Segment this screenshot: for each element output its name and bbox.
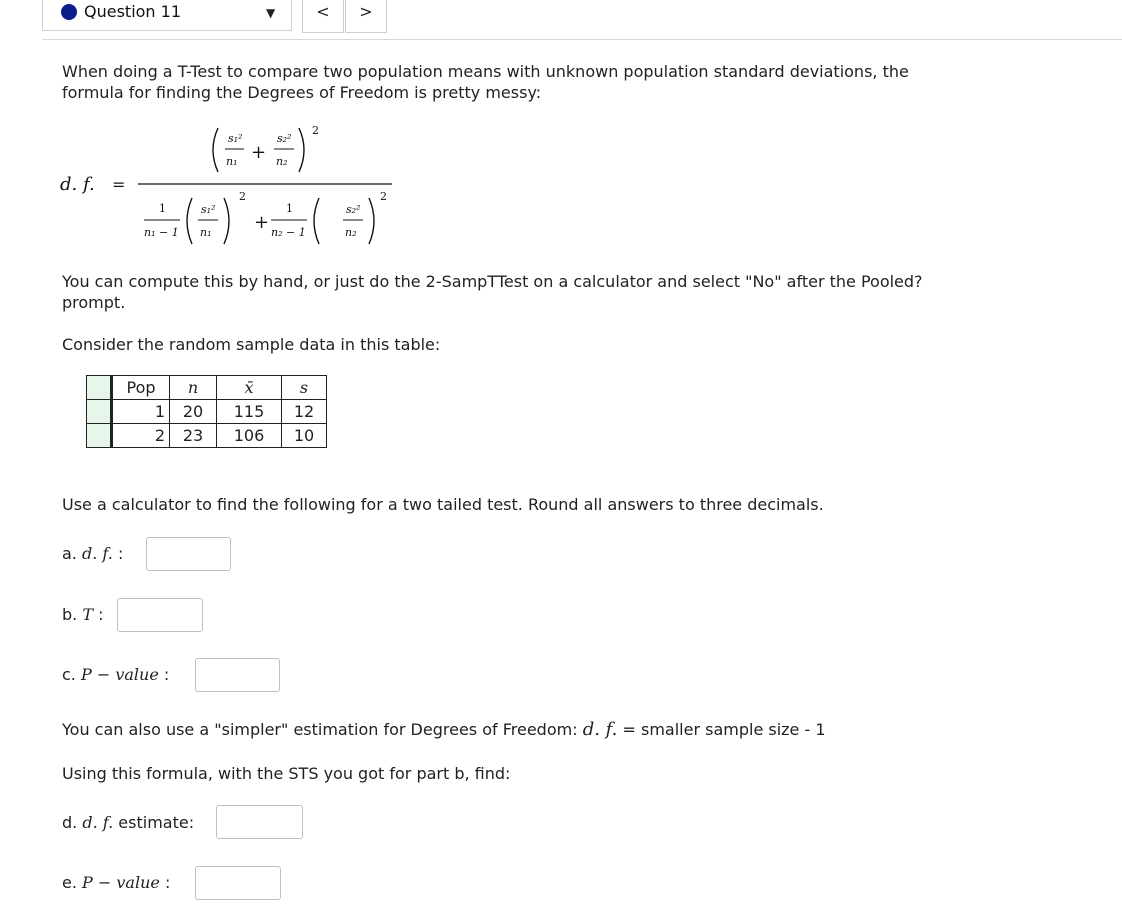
den-s1sq: s₁² xyxy=(201,203,216,216)
den-plus: + xyxy=(254,212,270,233)
compute-line-1: You can compute this by hand, or just do the 2-SampTTest on a calculator and select "No" after the Pooled? xyxy=(62,272,923,291)
simpler-after: = smaller sample size - 1 xyxy=(622,720,826,739)
part-a-prefix: a. xyxy=(62,544,77,563)
part-c-label xyxy=(62,665,169,684)
simpler-math: d. f. xyxy=(582,719,618,740)
prev-question-button[interactable] xyxy=(302,0,344,33)
table-header: Pop xyxy=(112,376,170,400)
paren-right xyxy=(369,198,374,244)
part-e-math: P − value xyxy=(82,873,160,892)
part-c-input[interactable] xyxy=(195,658,280,692)
simpler-before: You can also use a "simpler" estimation for Degrees of Freedom: xyxy=(62,720,578,739)
table-cell: 12 xyxy=(282,400,327,424)
den-n2m1: n₂ − 1 xyxy=(271,226,306,239)
instruction-text: Use a calculator to find the following for a two tailed test. Round all answers to three decimals. xyxy=(62,495,824,514)
part-b-prefix: b. xyxy=(62,605,78,624)
den-s2sq: s₂² xyxy=(346,203,361,216)
table-cell: 115 xyxy=(217,400,282,424)
table-header: n xyxy=(170,376,217,400)
den-one-1: 1 xyxy=(159,202,166,215)
num-n1: n₁ xyxy=(226,155,238,168)
paren-left xyxy=(314,198,319,244)
part-c-suffix: : xyxy=(163,665,170,684)
table-header-row xyxy=(87,376,327,400)
next-question-button[interactable] xyxy=(345,0,387,33)
paren-left xyxy=(187,198,192,244)
intro-line-2: formula for finding the Degrees of Freedom is pretty messy: xyxy=(62,83,542,102)
paren-right xyxy=(299,128,304,172)
part-b-suffix: : xyxy=(98,605,104,624)
den-n1m1: n₁ − 1 xyxy=(144,226,179,239)
table-cell: 2 xyxy=(112,424,170,448)
intro-line-1: When doing a T-Test to compare two population means with unknown population standard deviations, the xyxy=(62,62,909,81)
consider-text: Consider the random sample data in this table: xyxy=(62,335,441,354)
formula-lhs: d. f. xyxy=(60,174,95,195)
simpler-text xyxy=(62,719,826,740)
question-selector[interactable] xyxy=(42,0,292,31)
den-exponent-1: 2 xyxy=(239,190,246,203)
part-a-suffix: : xyxy=(117,544,124,563)
part-d-prefix: d. xyxy=(62,813,78,832)
part-a-label xyxy=(62,544,123,563)
paren-left xyxy=(213,128,218,172)
den-n2: n₂ xyxy=(345,226,357,239)
table-cell: 20 xyxy=(170,400,217,424)
part-b-math: T xyxy=(82,605,94,624)
num-exponent: 2 xyxy=(312,124,319,137)
table-header: x̄ xyxy=(217,376,282,400)
chevron-left-icon: < xyxy=(316,2,330,21)
chevron-right-icon: > xyxy=(359,2,373,21)
part-a-input[interactable] xyxy=(146,537,231,571)
part-c-prefix: c. xyxy=(62,665,76,684)
table-cell: 10 xyxy=(282,424,327,448)
header-divider xyxy=(42,39,1122,40)
part-c-math: P − value xyxy=(80,665,159,684)
part-d-label xyxy=(62,813,194,832)
degrees-of-freedom-formula xyxy=(56,118,416,253)
part-d-suffix: estimate: xyxy=(118,813,195,832)
num-n2: n₂ xyxy=(276,155,288,168)
part-b-label xyxy=(62,605,104,624)
compute-line-2: prompt. xyxy=(62,293,126,312)
den-n1: n₁ xyxy=(200,226,212,239)
den-one-2: 1 xyxy=(286,202,293,215)
num-s1sq: s₁² xyxy=(228,132,243,145)
table-cell: 23 xyxy=(170,424,217,448)
row-highlight xyxy=(87,424,112,448)
part-e-suffix: : xyxy=(164,873,171,892)
table-cell: 106 xyxy=(217,424,282,448)
question-status-dot xyxy=(61,4,77,20)
den-exponent-2: 2 xyxy=(380,190,387,203)
part-e-label xyxy=(62,873,170,892)
part-d-math: d. f. xyxy=(82,813,114,832)
formula-equals: = xyxy=(112,175,126,194)
table-row xyxy=(87,400,327,424)
part-d-input[interactable] xyxy=(216,805,303,839)
part-e-prefix: e. xyxy=(62,873,77,892)
using-text: Using this formula, with the STS you got for part b, find: xyxy=(62,764,511,783)
table-cell: 1 xyxy=(112,400,170,424)
part-e-input[interactable] xyxy=(195,866,281,900)
chevron-down-icon: ▼ xyxy=(266,6,276,20)
row-highlight xyxy=(87,400,112,424)
row-highlight xyxy=(87,376,112,400)
num-s2sq: s₂² xyxy=(277,132,292,145)
table-header: s xyxy=(282,376,327,400)
num-plus: + xyxy=(251,142,267,163)
part-a-math: d. f. xyxy=(81,544,113,563)
sample-data-table xyxy=(86,375,327,448)
part-b-input[interactable] xyxy=(117,598,203,632)
question-label: Question 11 xyxy=(84,2,182,21)
table-row xyxy=(87,424,327,448)
paren-right xyxy=(224,198,229,244)
